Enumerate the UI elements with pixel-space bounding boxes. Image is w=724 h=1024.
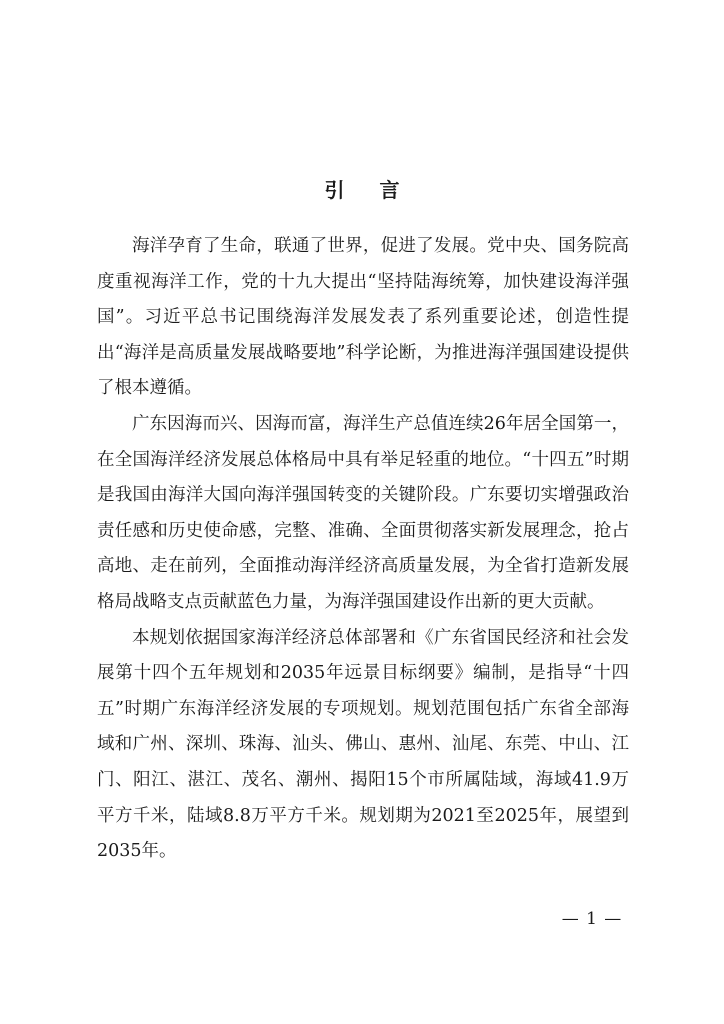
paragraph-3: 本规划依据国家海洋经济总体部署和《广东省国民经济和社会发展第十四个五年规划和2035年远景目标纲要》编制，是指导“十四五”时期广东海洋经济发展的专项规划。规划范围包括广东省全部海域和广州、深圳、珠海、汕头、佛山、惠州、汕尾、东莞、中山、江门、阳江、湛江、茂名、潮州、揭阳15个市所属陆域，海域41.9万平方千米，陆域8.8万平方千米。规划期为2021至2025年，展望到2035年。 bbox=[97, 627, 629, 862]
page-number: — 1 — bbox=[561, 909, 623, 929]
page-title: 引 言 bbox=[324, 178, 414, 202]
paragraph-2: 广东因海而兴、因海而富，海洋生产总值连续26年居全国第一，在全国海洋经济发展总体格局中具有举足轻重的地位。“十四五”时期是我国由海洋大国向海洋强国转变的关键阶段。广东要切实增强政治责任感和历史使命感，完整、准确、全面贯彻落实新发展理念，抢占高地、走在前列，全面推动海洋经济高质量发展，为全省打造新发展格局战略支点贡献蓝色力量，为海洋强国建设作出新的更大贡献。 bbox=[97, 413, 629, 612]
paragraph-1: 海洋孕育了生命，联通了世界，促进了发展。党中央、国务院高度重视海洋工作，党的十九大提出“坚持陆海统筹，加快建设海洋强国”。习近平总书记围绕海洋发展发表了系列重要论述，创造性提出“海洋是高质量发展战略要地”科学论断，为推进海洋强国建设提供了根本遵循。 bbox=[97, 236, 629, 399]
body-text bbox=[97, 229, 629, 870]
